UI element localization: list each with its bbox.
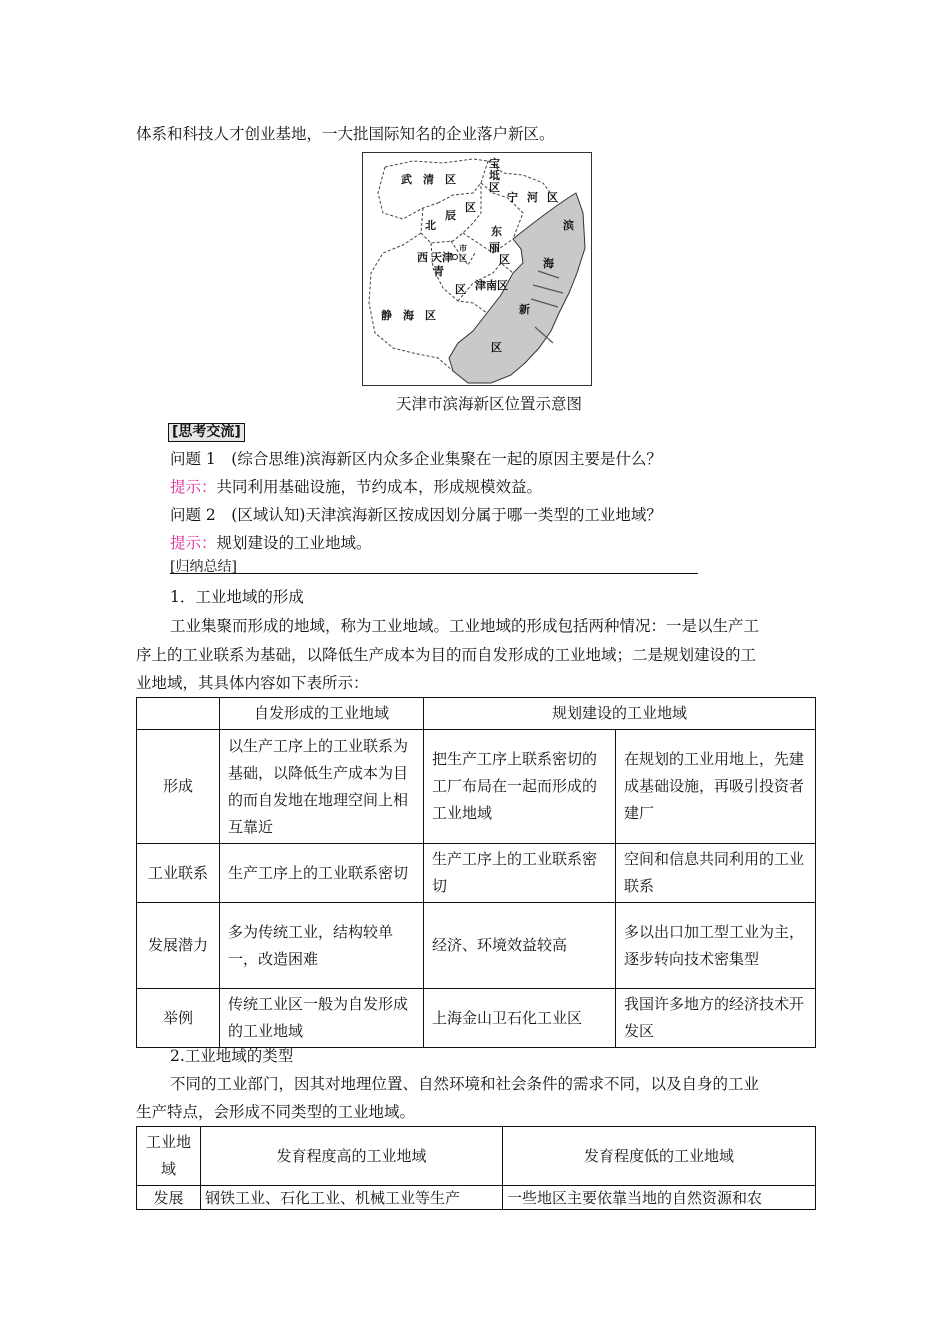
- table-row: [137, 1127, 816, 1186]
- think-box-label: [思考交流]: [168, 423, 245, 442]
- section1-heading: 1．工业地域的形成: [170, 588, 304, 606]
- question-1: 问题 1 (综合思维)滨海新区内众多企业集聚在一起的原因主要是什么？: [170, 450, 662, 468]
- label-jinghai-2: 海: [403, 309, 414, 322]
- label-beichen-3: 区: [465, 201, 476, 214]
- label-wuqing-2: 清: [423, 173, 434, 186]
- label-ninghe-3: 区: [547, 191, 558, 204]
- row-label: 发展: [137, 1186, 201, 1210]
- label-shiqu-2: 区: [459, 254, 467, 263]
- table-cell: 经济、环境效益较高: [424, 903, 616, 989]
- label-ninghe-2: 河: [527, 191, 538, 204]
- table-row: [137, 903, 816, 989]
- table-row: [137, 730, 816, 844]
- table-cell: 在规划的工业用地上，先建成基础设施，再吸引投资者建厂: [616, 730, 816, 844]
- table-header: 发育程度低的工业地域: [503, 1127, 816, 1186]
- label-binhai-4: 区: [491, 341, 502, 354]
- table-cell: 把生产工序上联系密切的工厂布局在一起而形成的工业地域: [424, 730, 616, 844]
- section2-para-line: 不同的工业部门，因其对地理位置、自然环境和社会条件的需求不同，以及自身的工业: [170, 1075, 760, 1093]
- label-dongli-3: 区: [499, 253, 510, 266]
- label-binhai-3: 新: [519, 303, 530, 316]
- row-label: 形成: [137, 730, 220, 844]
- label-beichen-1: 北: [425, 219, 436, 232]
- label-xiqing-1: 西: [417, 251, 428, 264]
- answer-2: 提示：规划建设的工业地域。: [170, 534, 372, 552]
- label-baodi-2: 坻: [489, 169, 500, 182]
- label-wuqing-3: 区: [445, 173, 456, 186]
- section1-para-line: 序上的工业联系为基础，以降低生产成本为目的而自发形成的工业地域；二是规划建设的工: [136, 646, 757, 664]
- summary-divider: [170, 573, 698, 574]
- table-cell: 以生产工序上的工业联系为基础，以降低生产成本为目的而自发地在地理空间上相互靠近: [220, 730, 424, 844]
- table-cell: 多以出口加工型工业为主，逐步转向技术密集型: [616, 903, 816, 989]
- label-jinnan: 津南区: [475, 279, 508, 292]
- table-header: 发育程度高的工业地域: [201, 1127, 503, 1186]
- label-jinghai-3: 区: [425, 309, 436, 322]
- tianjin-map: [362, 152, 592, 386]
- label-xiqing-3: 区: [455, 283, 466, 296]
- row-label: 举例: [137, 989, 220, 1048]
- label-wuqing-1: 武: [401, 173, 412, 186]
- label-dongli-2: 丽: [489, 241, 500, 254]
- table-header: [137, 698, 220, 730]
- table-header: 自发形成的工业地域: [220, 698, 424, 730]
- table-header: 工业地域: [137, 1127, 201, 1186]
- table-cell: 生产工序上的工业联系密切: [424, 844, 616, 903]
- label-dongli-1: 东: [491, 225, 502, 238]
- table-cell: 空间和信息共同利用的工业联系: [616, 844, 816, 903]
- label-jinghai-1: 静: [381, 309, 392, 322]
- intro-text: 体系和科技人才创业基地，一大批国际知名的企业落户新区。: [136, 125, 555, 143]
- label-binhai-1: 滨: [563, 219, 574, 232]
- table-cell: 上海金山卫石化工业区: [424, 989, 616, 1048]
- table-header: 规划建设的工业地域: [424, 698, 816, 730]
- answer-1: 提示：共同利用基础设施，节约成本，形成规模效益。: [170, 478, 543, 496]
- map-svg: [363, 153, 591, 385]
- table-cell: 我国许多地方的经济技术开发区: [616, 989, 816, 1048]
- table-row: [137, 989, 816, 1048]
- label-binhai-2: 海: [543, 257, 554, 270]
- summary-label: [归纳总结]: [170, 559, 237, 575]
- row-label: 工业联系: [137, 844, 220, 903]
- table-row: [137, 844, 816, 903]
- label-xiqing-2: 青: [433, 265, 444, 278]
- section2-heading: 2.工业地域的类型: [170, 1047, 294, 1065]
- section2-para-line: 生产特点，会形成不同类型的工业地域。: [136, 1103, 416, 1121]
- formation-table: [136, 697, 816, 1048]
- hint-prefix: 提示：: [170, 478, 217, 496]
- section1-para-line: 业地域，其具体内容如下表所示：: [136, 674, 369, 692]
- tianjin-city-marker: [453, 255, 458, 260]
- table-cell: 钢铁工业、石化工业、机械工业等生产: [201, 1186, 503, 1210]
- section1-para-line: 工业集聚而形成的地域，称为工业地域。工业地域的形成包括两种情况：一是以生产工: [170, 617, 760, 635]
- label-baodi-1: 宝: [489, 157, 500, 170]
- label-shiqu-1: 市: [459, 244, 467, 253]
- table-cell: 多为传统工业，结构较单一，改造困难: [220, 903, 424, 989]
- map-caption: 天津市滨海新区位置示意图: [396, 395, 583, 413]
- table-cell: 生产工序上的工业联系密切: [220, 844, 424, 903]
- types-table: [136, 1126, 816, 1210]
- table-cell: 传统工业区一般为自发形成的工业地域: [220, 989, 424, 1048]
- label-ninghe-1: 宁: [507, 191, 518, 204]
- label-baodi-3: 区: [489, 181, 500, 194]
- table-cell: 一些地区主要依靠当地的自然资源和农: [503, 1186, 816, 1210]
- row-label: 发展潜力: [137, 903, 220, 989]
- hint-prefix: 提示：: [170, 534, 217, 552]
- table-row: [137, 698, 816, 730]
- question-2: 问题 2 (区域认知)天津滨海新区按成因划分属于哪一类型的工业地域？: [170, 506, 662, 524]
- table-row: [137, 1186, 816, 1210]
- label-beichen-2: 辰: [445, 209, 456, 222]
- label-tianjin: 天津: [431, 251, 453, 264]
